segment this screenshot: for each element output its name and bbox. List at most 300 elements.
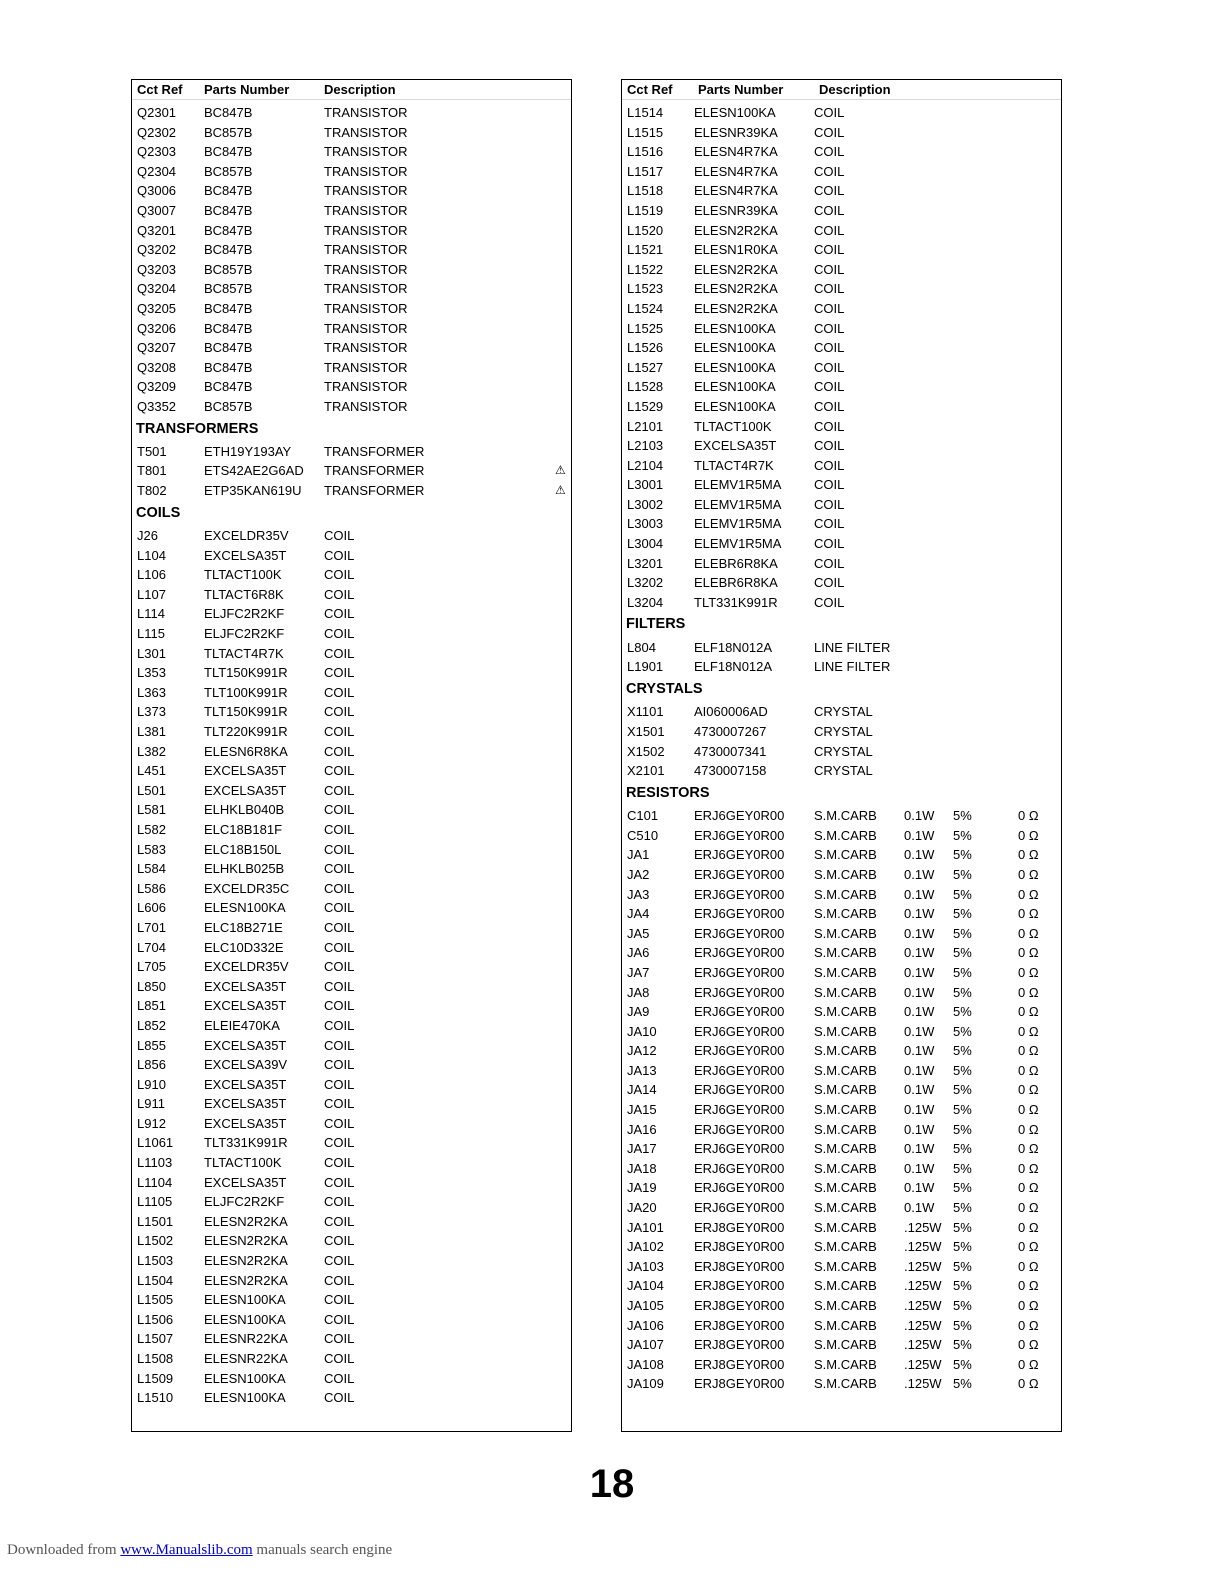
description-cell: COIL: [324, 900, 355, 916]
description-cell: COIL: [814, 379, 845, 395]
wattage-cell: .125W: [904, 1258, 942, 1274]
wattage-cell: 0.1W: [904, 1200, 935, 1216]
parts-number-cell: EXCELSA35T: [204, 1096, 287, 1112]
table-row: [132, 279, 571, 299]
parts-number-cell: ERJ8GEY0R00: [694, 1219, 785, 1235]
footer-link[interactable]: www.Manualslib.com: [120, 1542, 253, 1558]
cct-ref-cell: JA9: [627, 1004, 650, 1020]
table-row: [622, 1061, 1061, 1081]
table-row: [622, 123, 1061, 143]
tolerance-cell: 5%: [953, 1219, 972, 1235]
description-cell: COIL: [324, 1057, 355, 1073]
description-cell: S.M.CARB: [814, 1200, 877, 1216]
description-cell: COIL: [814, 183, 845, 199]
cct-ref-cell: T801: [137, 463, 167, 479]
description-cell: COIL: [324, 1311, 355, 1327]
parts-number-cell: ERJ6GEY0R00: [694, 906, 785, 922]
table-row: [622, 742, 1061, 762]
parts-number-cell: TLTACT100K: [204, 567, 282, 583]
wattage-cell: 0.1W: [904, 964, 935, 980]
cct-ref-cell: JA3: [627, 886, 650, 902]
description-cell: COIL: [324, 939, 355, 955]
parts-number-cell: ERJ6GEY0R00: [694, 1043, 785, 1059]
description-cell: TRANSFORMER: [324, 483, 425, 499]
description-cell: S.M.CARB: [814, 906, 877, 922]
cct-ref-cell: JA104: [627, 1278, 664, 1294]
description-cell: COIL: [324, 1076, 355, 1092]
parts-number-cell: BC847B: [204, 340, 253, 356]
parts-number-cell: ELESN2R2KA: [204, 1253, 288, 1269]
parts-number-cell: ELESN100KA: [204, 1292, 286, 1308]
value-cell: 0 Ω: [1018, 1298, 1039, 1314]
parts-number-cell: 4730007158: [694, 763, 767, 779]
tolerance-cell: 5%: [953, 1062, 972, 1078]
description-cell: S.M.CARB: [814, 1278, 877, 1294]
cct-ref-cell: L1527: [627, 359, 664, 375]
parts-number-cell: ERJ6GEY0R00: [694, 847, 785, 863]
parts-number-cell: BC857B: [204, 281, 253, 297]
description-cell: S.M.CARB: [814, 1356, 877, 1372]
parts-number-cell: TLT150K991R: [204, 704, 288, 720]
table-row: [622, 963, 1061, 983]
tolerance-cell: 5%: [953, 1141, 972, 1157]
value-cell: 0 Ω: [1018, 847, 1039, 863]
description-cell: S.M.CARB: [814, 925, 877, 941]
table-row: [622, 417, 1061, 437]
table-row: [132, 442, 571, 462]
table-row: [132, 546, 571, 566]
wattage-cell: 0.1W: [904, 1082, 935, 1098]
cct-ref-cell: L581: [137, 802, 166, 818]
cct-ref-cell: L856: [137, 1057, 166, 1073]
description-cell: COIL: [324, 1194, 355, 1210]
cct-ref-cell: L1509: [137, 1370, 174, 1386]
table-row: [622, 904, 1061, 924]
parts-number-cell: 4730007341: [694, 743, 767, 759]
table-row: [622, 1316, 1061, 1336]
table-row: [622, 1159, 1061, 1179]
wattage-cell: 0.1W: [904, 1004, 935, 1020]
table-row: [622, 495, 1061, 515]
table-row: [622, 1374, 1061, 1394]
tolerance-cell: 5%: [953, 1356, 972, 1372]
table-row: [132, 996, 571, 1016]
parts-number-cell: ELEBR6R8KA: [694, 555, 778, 571]
table-row: [132, 977, 571, 997]
parts-number-cell: BC847B: [204, 320, 253, 336]
cct-ref-cell: JA10: [627, 1023, 657, 1039]
tolerance-cell: 5%: [953, 1376, 972, 1392]
parts-number-cell: TLT331K991R: [694, 594, 778, 610]
description-cell: COIL: [324, 959, 355, 975]
cct-ref-cell: L1524: [627, 300, 664, 316]
table-row: [622, 181, 1061, 201]
footer: [7, 1542, 392, 1559]
table-row: [622, 475, 1061, 495]
description-cell: COIL: [324, 1253, 355, 1269]
description-cell: COIL: [814, 516, 845, 532]
cct-ref-cell: L3001: [627, 477, 664, 493]
cct-ref-cell: L1529: [627, 398, 664, 414]
parts-number-cell: ELESN2R2KA: [204, 1233, 288, 1249]
table-row: [622, 593, 1061, 613]
cct-ref-cell: L373: [137, 704, 166, 720]
table-row: [132, 397, 571, 417]
parts-number-cell: ELEMV1R5MA: [694, 536, 782, 552]
cct-ref-cell: Q3352: [137, 398, 177, 414]
parts-number-cell: ERJ6GEY0R00: [694, 827, 785, 843]
parts-number-cell: ERJ6GEY0R00: [694, 1004, 785, 1020]
wattage-cell: 0.1W: [904, 847, 935, 863]
table-row: [622, 845, 1061, 865]
description-cell: COIL: [814, 457, 845, 473]
description-cell: COIL: [814, 359, 845, 375]
cct-ref-cell: L1517: [627, 163, 664, 179]
cct-ref-cell: L1506: [137, 1311, 174, 1327]
table-row: [622, 279, 1061, 299]
parts-number-cell: ETH19Y193AY: [204, 443, 292, 459]
description-cell: COIL: [324, 841, 355, 857]
description-cell: COIL: [324, 1370, 355, 1386]
parts-number-cell: ERJ6GEY0R00: [694, 964, 785, 980]
cct-ref-cell: L2103: [627, 438, 664, 454]
wattage-cell: 0.1W: [904, 1160, 935, 1176]
cct-ref-cell: L851: [137, 998, 166, 1014]
cct-ref-cell: JA109: [627, 1376, 664, 1392]
description-cell: COIL: [324, 665, 355, 681]
cct-ref-cell: JA14: [627, 1082, 657, 1098]
value-cell: 0 Ω: [1018, 1200, 1039, 1216]
table-row: [132, 201, 571, 221]
parts-number-cell: ELESN4R7KA: [694, 183, 778, 199]
parts-number-cell: ELESN100KA: [694, 320, 776, 336]
cct-ref-cell: Q2304: [137, 163, 177, 179]
value-cell: 0 Ω: [1018, 1258, 1039, 1274]
description-cell: COIL: [324, 802, 355, 818]
description-cell: COIL: [814, 536, 845, 552]
description-cell: COIL: [324, 567, 355, 583]
cct-ref-cell: JA18: [627, 1160, 657, 1176]
cct-ref-cell: L3002: [627, 496, 664, 512]
parts-number-cell: TLTACT4R7K: [204, 645, 284, 661]
parts-number-cell: ELESN2R2KA: [694, 300, 778, 316]
table-row: [132, 1153, 571, 1173]
cct-ref-cell: L115: [137, 626, 165, 642]
parts-number-cell: EXCELSA35T: [204, 1037, 287, 1053]
value-cell: 0 Ω: [1018, 1317, 1039, 1333]
parts-number-cell: ERJ8GEY0R00: [694, 1239, 785, 1255]
cct-ref-cell: T802: [137, 483, 167, 499]
parts-number-cell: EXCELSA35T: [204, 978, 287, 994]
table-row: [622, 436, 1061, 456]
cct-ref-cell: Q3202: [137, 242, 177, 258]
wattage-cell: 0.1W: [904, 1141, 935, 1157]
parts-number-cell: AI060006AD: [694, 704, 768, 720]
parts-number-cell: ELF18N012A: [694, 639, 773, 655]
parts-number-cell: ELESN2R2KA: [694, 261, 778, 277]
cct-ref-cell: L1523: [627, 281, 664, 297]
table-row: [132, 1369, 571, 1389]
description-cell: COIL: [324, 724, 355, 739]
cct-ref-cell: JA103: [627, 1258, 664, 1274]
cct-ref-cell: JA102: [627, 1239, 664, 1255]
table-row: [622, 761, 1061, 781]
parts-number-cell: ELESN100KA: [204, 900, 286, 916]
parts-number-cell: BC847B: [204, 379, 253, 395]
description-cell: COIL: [324, 704, 355, 720]
tolerance-cell: 5%: [953, 866, 972, 882]
description-cell: S.M.CARB: [814, 847, 877, 863]
description-cell: COIL: [814, 202, 845, 218]
description-cell: S.M.CARB: [814, 1337, 877, 1353]
tolerance-cell: 5%: [953, 1160, 972, 1176]
page-number: 18: [589, 1462, 635, 1506]
cct-ref-cell: L363: [137, 684, 166, 700]
table-row: [622, 1237, 1061, 1257]
description-cell: COIL: [814, 281, 845, 297]
cct-ref-cell: L1105: [137, 1194, 173, 1210]
value-cell: 0 Ω: [1018, 925, 1039, 941]
description-cell: TRANSISTOR: [324, 124, 408, 140]
description-cell: COIL: [324, 978, 355, 994]
value-cell: 0 Ω: [1018, 1004, 1039, 1020]
parts-number-cell: BC847B: [204, 105, 253, 120]
parts-number-cell: ERJ6GEY0R00: [694, 866, 785, 882]
table-row: [622, 1139, 1061, 1159]
table-row: [132, 820, 571, 840]
description-cell: S.M.CARB: [814, 1102, 877, 1118]
table-row: [622, 1080, 1061, 1100]
table-row: [622, 1296, 1061, 1316]
value-cell: 0 Ω: [1018, 1160, 1039, 1176]
cct-ref-cell: Q2302: [137, 124, 177, 140]
cct-ref-cell: L1510: [137, 1390, 174, 1406]
parts-number-cell: ELESNR39KA: [694, 124, 778, 140]
wattage-cell: 0.1W: [904, 1023, 935, 1039]
description-cell: COIL: [814, 320, 845, 336]
wattage-cell: 0.1W: [904, 984, 935, 1000]
parts-number-cell: EXCELSA35T: [204, 782, 287, 798]
parts-number-cell: ELEMV1R5MA: [694, 516, 782, 532]
description-cell: TRANSISTOR: [324, 359, 408, 375]
table-row: [132, 781, 571, 801]
wattage-cell: .125W: [904, 1278, 942, 1294]
value-cell: 0 Ω: [1018, 906, 1039, 922]
value-cell: 0 Ω: [1018, 1141, 1039, 1157]
cct-ref-cell: L106: [137, 567, 166, 583]
tolerance-cell: 5%: [953, 1278, 972, 1294]
section-heading: TRANSFORMERS: [136, 420, 259, 437]
table-row: [132, 221, 571, 241]
description-cell: COIL: [324, 606, 355, 622]
cct-ref-cell: L104: [137, 547, 166, 563]
tolerance-cell: 5%: [953, 886, 972, 902]
table-row: [132, 1036, 571, 1056]
tolerance-cell: 5%: [953, 1298, 972, 1314]
cct-ref-cell: JA5: [627, 925, 650, 941]
description-cell: S.M.CARB: [814, 886, 877, 902]
description-cell: COIL: [814, 105, 845, 120]
parts-number-cell: ELESN2R2KA: [204, 1272, 288, 1288]
parts-number-cell: ERJ6GEY0R00: [694, 984, 785, 1000]
description-cell: TRANSISTOR: [324, 144, 408, 160]
description-cell: COIL: [814, 418, 845, 434]
cct-ref-cell: L1528: [627, 379, 664, 395]
footer-prefix: Downloaded from: [7, 1542, 117, 1558]
description-cell: S.M.CARB: [814, 1317, 877, 1333]
cct-ref-cell: L3003: [627, 516, 664, 532]
parts-number-cell: TLT331K991R: [204, 1135, 288, 1151]
description-cell: COIL: [324, 684, 355, 700]
cct-ref-cell: L451: [137, 763, 166, 779]
description-cell: TRANSISTOR: [324, 183, 408, 199]
table-row: [132, 461, 571, 481]
wattage-cell: .125W: [904, 1239, 942, 1255]
parts-number-cell: ELESNR39KA: [694, 202, 778, 218]
table-row: [622, 1257, 1061, 1277]
value-cell: 0 Ω: [1018, 1219, 1039, 1235]
cct-ref-cell: L1504: [137, 1272, 174, 1288]
table-row: [132, 1016, 571, 1036]
cct-ref-cell: L583: [137, 841, 166, 857]
cct-ref-cell: L1515: [627, 124, 664, 140]
cct-ref-cell: Q3208: [137, 359, 177, 375]
cct-ref-cell: JA20: [627, 1200, 657, 1216]
value-cell: 0 Ω: [1018, 1043, 1039, 1059]
wattage-cell: 0.1W: [904, 945, 935, 961]
cct-ref-cell: X1101: [627, 704, 664, 720]
table-row: [132, 1251, 571, 1271]
parts-number-cell: ERJ8GEY0R00: [694, 1337, 785, 1353]
cct-ref-cell: L1514: [627, 105, 664, 120]
table-row: [132, 240, 571, 260]
table-row: [132, 879, 571, 899]
description-cell: COIL: [324, 861, 355, 877]
tolerance-cell: 5%: [953, 906, 972, 922]
description-cell: S.M.CARB: [814, 808, 877, 824]
table-row: [622, 162, 1061, 182]
cct-ref-cell: L1522: [627, 261, 664, 277]
table-row: [622, 299, 1061, 319]
table-row: [132, 377, 571, 397]
table-row: [132, 162, 571, 182]
parts-number-cell: EXCELDR35C: [204, 880, 290, 896]
parts-number-cell: ELESN4R7KA: [694, 163, 778, 179]
parts-number-cell: EXCELSA35T: [204, 1174, 287, 1190]
table-row: [132, 1310, 571, 1330]
table-row: [132, 1192, 571, 1212]
cct-ref-cell: L606: [137, 900, 166, 916]
wattage-cell: 0.1W: [904, 1102, 935, 1118]
description-cell: COIL: [814, 222, 845, 238]
parts-number-cell: TLT150K991R: [204, 665, 288, 681]
cct-ref-cell: JA6: [627, 945, 650, 961]
parts-number-cell: BC857B: [204, 163, 253, 179]
parts-number-cell: ELC18B181F: [204, 821, 283, 837]
description-cell: COIL: [814, 163, 845, 179]
tolerance-cell: 5%: [953, 1239, 972, 1255]
tolerance-cell: 5%: [953, 1337, 972, 1353]
cct-ref-cell: JA1: [627, 847, 650, 863]
tolerance-cell: 5%: [953, 1043, 972, 1059]
cct-ref-cell: L1503: [137, 1253, 174, 1269]
table-row: [132, 644, 571, 664]
description-cell: TRANSISTOR: [324, 242, 408, 258]
cct-ref-cell: L1061: [137, 1135, 174, 1151]
table-row: [132, 1075, 571, 1095]
tolerance-cell: 5%: [953, 984, 972, 1000]
table-row: [622, 1041, 1061, 1061]
cct-ref-cell: L1508: [137, 1351, 174, 1366]
table-row: [132, 1349, 571, 1369]
warning-icon: ⚠: [555, 463, 566, 478]
table-row: [622, 826, 1061, 846]
description-cell: S.M.CARB: [814, 866, 877, 882]
cct-ref-cell: L1505: [137, 1292, 174, 1308]
table-row: [622, 260, 1061, 280]
description-cell: COIL: [814, 438, 845, 454]
parts-number-cell: EXCELSA35T: [204, 547, 287, 563]
value-cell: 0 Ω: [1018, 945, 1039, 961]
cct-ref-cell: JA17: [627, 1141, 657, 1157]
parts-number-cell: BC847B: [204, 144, 253, 160]
cct-ref-cell: C101: [627, 808, 659, 824]
table-row: [622, 924, 1061, 944]
table-row: [622, 514, 1061, 534]
table-row: [622, 1178, 1061, 1198]
wattage-cell: 0.1W: [904, 925, 935, 941]
wattage-cell: .125W: [904, 1376, 942, 1392]
header-parts-number: Parts Number: [204, 82, 290, 97]
description-cell: COIL: [324, 547, 355, 563]
parts-number-cell: EXCELSA35T: [204, 763, 287, 779]
description-cell: S.M.CARB: [814, 1258, 877, 1274]
cct-ref-cell: L1519: [627, 202, 664, 218]
description-cell: S.M.CARB: [814, 1298, 877, 1314]
description-cell: TRANSISTOR: [324, 163, 408, 179]
table-row: [132, 1133, 571, 1153]
value-cell: 0 Ω: [1018, 1180, 1039, 1196]
cct-ref-cell: L501: [137, 782, 166, 798]
description-cell: TRANSFORMER: [324, 443, 425, 459]
description-cell: COIL: [324, 1351, 355, 1366]
cct-ref-cell: L3201: [627, 555, 664, 571]
cct-ref-cell: L114: [137, 606, 165, 622]
cct-ref-cell: L850: [137, 978, 166, 994]
header-cct-ref: Cct Ref: [627, 82, 673, 97]
description-cell: COIL: [324, 1213, 355, 1229]
header-description: Description: [324, 82, 396, 97]
description-cell: COIL: [324, 763, 355, 779]
table-row: [622, 1276, 1061, 1296]
cct-ref-cell: Q3201: [137, 222, 177, 238]
cct-ref-cell: L2101: [627, 418, 664, 434]
tolerance-cell: 5%: [953, 1102, 972, 1118]
description-cell: COIL: [324, 1155, 355, 1171]
description-cell: TRANSISTOR: [324, 340, 408, 356]
wattage-cell: 0.1W: [904, 808, 935, 824]
tolerance-cell: 5%: [953, 964, 972, 980]
table-row: [622, 221, 1061, 241]
cct-ref-cell: Q3207: [137, 340, 177, 356]
table-row: [622, 319, 1061, 339]
parts-number-cell: 4730007267: [694, 724, 767, 739]
wattage-cell: .125W: [904, 1317, 942, 1333]
parts-number-cell: ELJFC2R2KF: [204, 626, 285, 642]
parts-number-cell: ERJ8GEY0R00: [694, 1278, 785, 1294]
parts-number-cell: BC847B: [204, 222, 253, 238]
description-cell: COIL: [324, 1115, 355, 1131]
